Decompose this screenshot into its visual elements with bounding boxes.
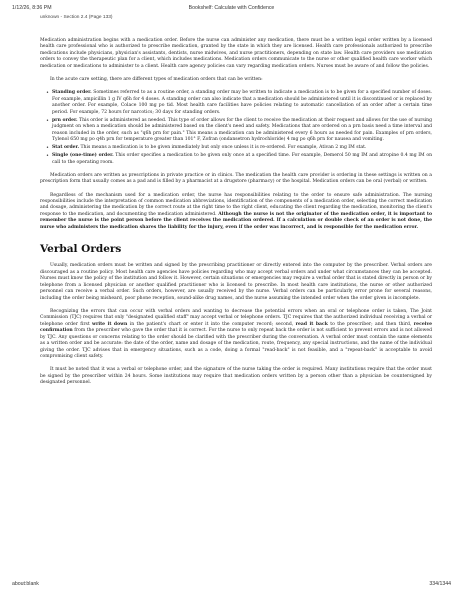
responsibilities-emphasis: Although the nurse is not the originator of the medication order, it is important to remember the nurse is the point person before the client receives the medication ordered. If a calculation or double check of an order is not done, the nurse who administers the medication shares the liability for the injury, even if the order was incorrect, and is responsible for the medication error. — [40, 211, 433, 230]
responsibilities-paragraph — [40, 193, 432, 232]
verbal-orders-paragraph-3: It must be noted that it was a verbal or telephone order, and the signature of the nurse taking the order is required. Many institutions require that the order must be signed by the prescriber within 24 hours. Some institutions may require that medication orders written by a person other than a physician be countersigned by designated personnel. — [40, 367, 432, 386]
list-item-term: Single (one-time) order. — [52, 153, 114, 159]
private-practice-paragraph: Medication orders are written as prescriptions in private practice or in clinics. The medication the health care provider is ordering in these settings is written on a prescription form that usually comes as a pad and is filled by a pharmacist at a drugstore (pharmacy) or the hospital. Medication orders can be oral (verbal) or written. — [40, 172, 432, 185]
print-datetime: 1/12/26, 8:36 PM — [12, 5, 52, 11]
list-item-text: This order specifies a medication to be given only once at a specified time. For example, Demerol 50 mg IM and atropine 0.4 mg IM on call to the operating room. — [52, 153, 432, 165]
print-url: about:blank — [12, 581, 39, 587]
verbal-p2-text: Recognizing the errors that can occur with verbal orders and wanting to decrease the potential errors when an oral or telephone order is taken, The Joint Commission (TJC) requires that only "designated qualified staff" may accept verbal or telephone orders. TJC requires that the authorized individual receiving a verbal or telephone order first — [40, 308, 432, 327]
list-item — [52, 118, 432, 144]
browser-print-header — [0, 5, 463, 15]
list-item — [52, 90, 432, 116]
order-types-list — [40, 90, 432, 166]
list-item-term: prn order. — [52, 117, 78, 123]
verbal-p2-text: from the prescriber who gave the order that it is correct. For the nurse to only repeat back the order is not sufficient to prevent errors and is not allowed by TJC. Any questions or concerns relating to the order should be clarified with the prescriber during the conversation. A verbal order must contain the same elements as a written order and be accurate: the date of the order, name and dosage of the medication, route, frequency, any special instructions, and the name of the individual giving the order. TJC advises that in emergency situations, such as a code, doing a formal "read-back" is not feasible, and a "repeat-back" is acceptable to avoid compromising client safety. — [40, 328, 432, 359]
verbal-orders-paragraph-2 — [40, 309, 432, 361]
print-page-title: Bookshelf: Calculate with Confidence — [188, 5, 275, 11]
section-reference: unknown - Section 2.4 (Page 133) — [40, 15, 113, 20]
verbal-orders-paragraph-1: Usually, medication orders must be written and signed by the prescribing practitioner or directly entered into the computer by the prescriber. Verbal orders are discouraged as a routine policy. Most health care agencies have policies regarding who may accept verbal orders and under what circumstances they can be accepted. Nurses must know the policy of the institution and follow it. However, certain situations or emergencies may require a verbal order that is stated directly in person or by telephone from a licensed physician or another qualified practitioner who is licensed to prescribe. In most health care institutions, the nurse or other authorized personnel can receive a verbal order. Such orders, however, are usually received by the nurse. Verbal orders can be particularly error prone for several reasons, including the order being misheard, poor phone reception, sound-alike drug names, and the nurse assuming the intended order when the order given is incomplete. — [40, 263, 432, 301]
verbal-p2-bold-confirm: receive confirmation — [40, 321, 432, 334]
list-item-term: Standing order. — [52, 90, 92, 96]
list-item — [52, 153, 432, 166]
list-item-text: This order is administered as needed. This type of order allows for the client to receive the medication at their request and allows for the use of nursing judgment on when a medication should be administered based on the client's need and safety. Medications that are ordered on a prn basis need a time interval and reason included in the order, such as "q6h prn for pain." This means a medication can be administered every 6 hours as needed for pain. Examples of prn orders, Tylenol 650 mg po q4h prn for temperature greater than 101° F, Zofran (ondansetron hydrochloride) 4 mg po q6h prn for nausea and vomiting. — [52, 117, 432, 143]
verbal-orders-heading: Verbal Orders — [40, 243, 122, 256]
list-item-text: Sometimes referred to as a routine order, a standing order may be written to indicate a medication is to be given for a specified number of doses. For example, ampicillin 1 g IV q6h for 4 doses. A standing order can also indicate that a medication should be administered until it is discontinued or is replaced by another order. For example, Colace 100 mg po tid. Most health care facilities have policies relating to automatic cancellation of an order after a certain time period. For example, 72 hours for narcotics; 30 days for standing orders. — [52, 90, 433, 115]
document-body — [40, 38, 432, 393]
verbal-p2-bold-write: write it down — [92, 321, 128, 327]
intro-paragraph: Medication administration begins with a medication order. Before the nurse can administer any medication, there must be a written legal order written by a licensed health care professional who is authorized to prescribe medication, granted by the state in which they are licensed. Health care professionals authorized to prescribe medications include physicians, physician's assistants, dentists, nurse midwives, and nurse practitioners, depending on state law. Health care providers use medication orders to convey the therapeutic plan for a client, which includes medications. Medication orders communicate to the nurse or other qualified health care worker which medication or medications to administer to a client. Health care agency policies can vary regarding medication orders. Nurses must be aware of and follow the policies. — [40, 38, 432, 69]
verbal-p2-text: in the patient's chart or enter it into the computer record; second, — [127, 321, 296, 327]
browser-print-footer — [0, 581, 463, 591]
order-types-lead: In the acute care setting, there are different types of medication orders that can be written: — [50, 77, 263, 83]
list-item-text: This means a medication is to be given immediately but only once unless it is re-ordered. For example, Ativan 2 mg IM stat. — [79, 145, 367, 151]
list-item-term: Stat order. — [52, 145, 80, 151]
print-page-number: 334/1344 — [429, 581, 451, 587]
responsibilities-text: Regardless of the mechanism used for a medication order, the nurse has responsibilities relating to the order to ensure safe administration. The nursing responsibilities include the interpretation of common medication abbreviations, identification of the components of a medication order, selecting the correct medication and dosage, administering the medication by the correct route at the right time to the right client, educating the client regarding the medication, monitoring the client's response to the medication, and documenting the medication administered. — [40, 192, 432, 217]
verbal-p2-text: to the prescriber; and then third, — [327, 321, 414, 327]
list-item — [52, 145, 432, 151]
verbal-p2-bold-readback: read it back — [295, 321, 328, 327]
